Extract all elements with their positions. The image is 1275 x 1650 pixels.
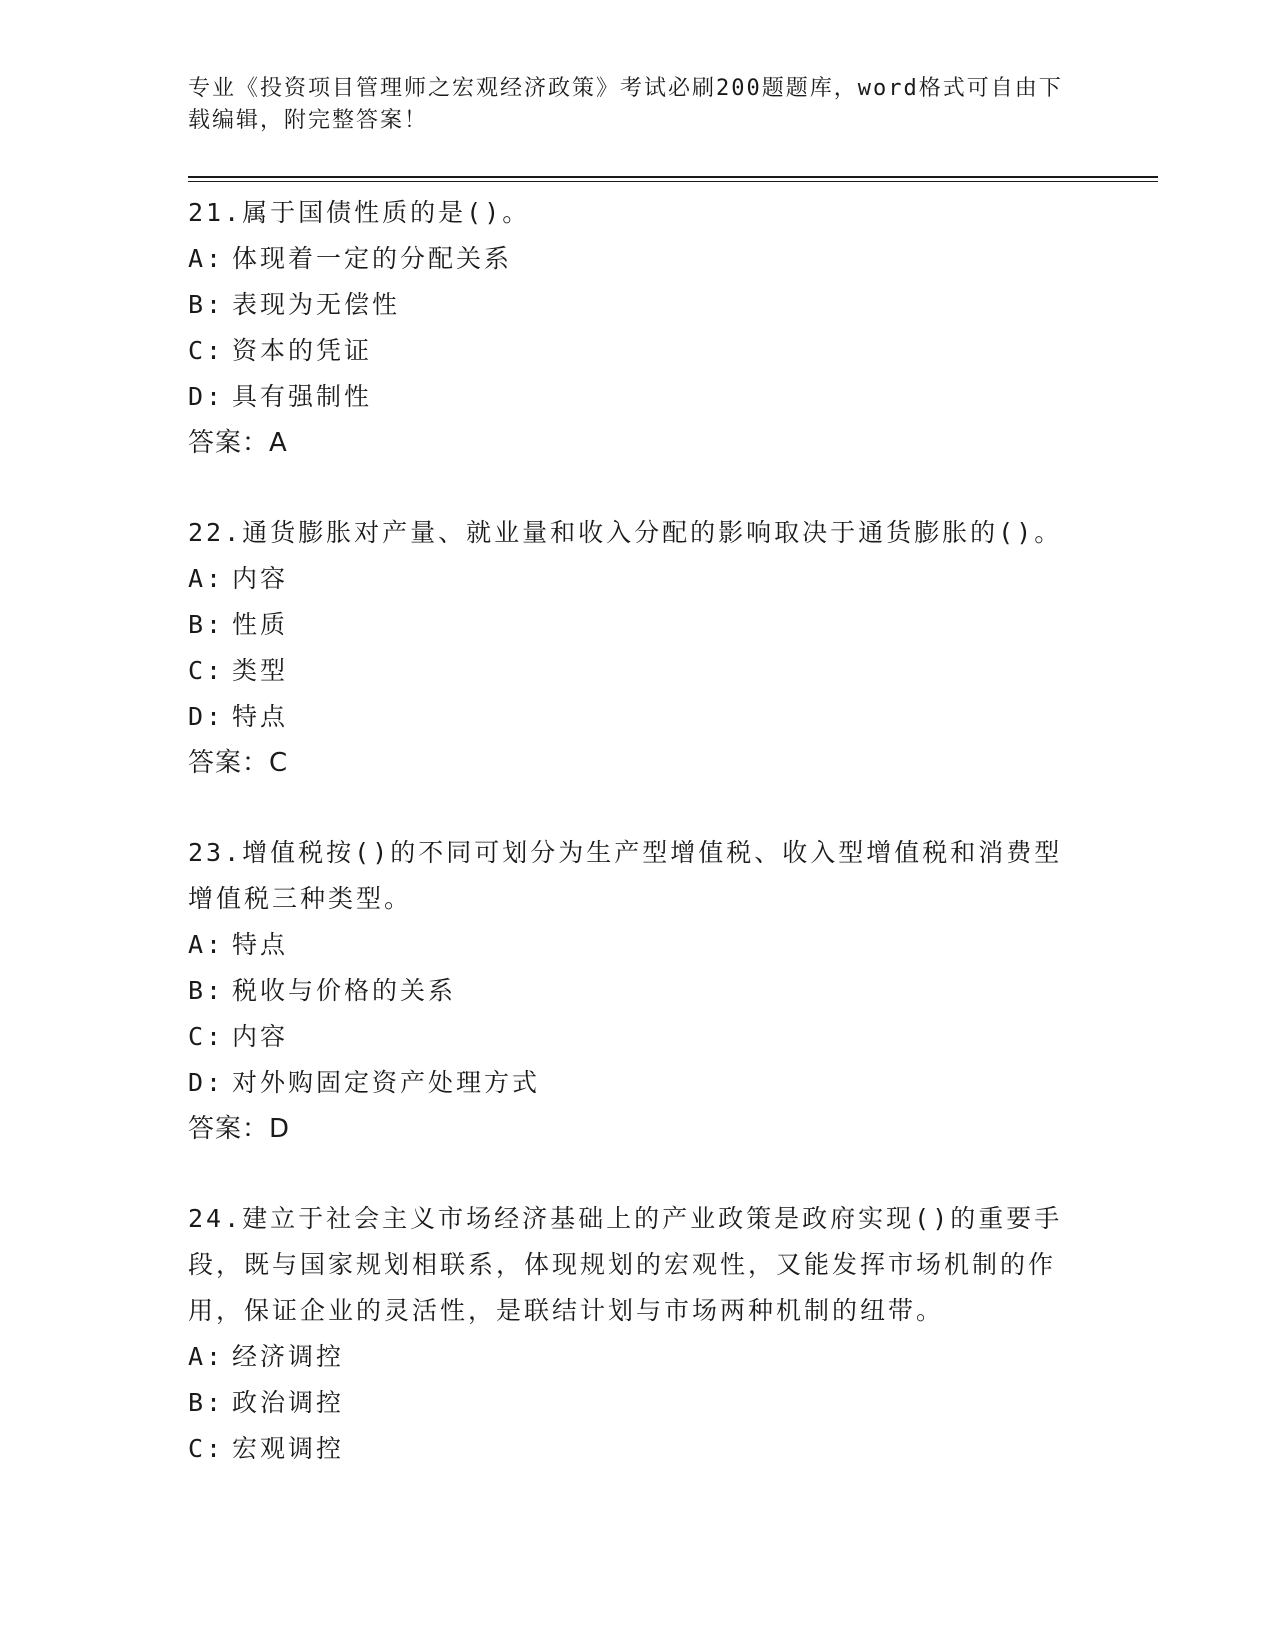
option-b: [188, 968, 1088, 1014]
question-spacer: [188, 786, 1088, 830]
option-text: 宏观调控: [232, 1434, 345, 1463]
question-24: [188, 1196, 1088, 1472]
question-list: [188, 190, 1088, 1472]
question-23: [188, 830, 1088, 1152]
option-letter: C:: [188, 1022, 225, 1051]
option-text: 对外购固定资产处理方式: [232, 1068, 541, 1097]
option-letter: D:: [188, 702, 225, 731]
option-a: [188, 236, 1088, 282]
option-letter: D:: [188, 382, 225, 411]
question-stem: 22.通货膨胀对产量、就业量和收入分配的影响取决于通货膨胀的()。: [188, 518, 1063, 547]
question-22: [188, 510, 1088, 786]
option-text: 具有强制性: [232, 382, 373, 411]
option-d: [188, 374, 1088, 420]
option-d: [188, 694, 1088, 740]
option-letter: A:: [188, 1342, 225, 1371]
option-letter: C:: [188, 656, 225, 685]
option-text: 类型: [232, 656, 289, 685]
option-a: [188, 556, 1088, 602]
option-letter: A:: [188, 564, 225, 593]
answer-line: 答案：C: [188, 748, 289, 778]
option-d: [188, 1060, 1088, 1106]
option-text: 内容: [232, 564, 289, 593]
option-text: 特点: [232, 702, 289, 731]
question-stem: 24.建立于社会主义市场经济基础上的产业政策是政府实现()的重要手段，既与国家规划相联系，体现规划的宏观性，又能发挥市场机制的作用，保证企业的灵活性，是联结计划与市场两种机制的纽带。: [188, 1204, 1063, 1325]
option-letter: B:: [188, 610, 225, 639]
option-b: [188, 1380, 1088, 1426]
option-letter: A:: [188, 244, 225, 273]
option-letter: C:: [188, 336, 225, 365]
option-text: 体现着一定的分配关系: [232, 244, 513, 273]
option-b: [188, 282, 1088, 328]
question-spacer: [188, 1152, 1088, 1196]
question-21: [188, 190, 1088, 466]
option-letter: B:: [188, 290, 225, 319]
option-c: [188, 1426, 1088, 1472]
option-letter: D:: [188, 1068, 225, 1097]
option-c: [188, 1014, 1088, 1060]
option-text: 特点: [232, 930, 289, 959]
header-divider-thin: [188, 181, 1158, 182]
option-text: 资本的凭证: [232, 336, 373, 365]
option-text: 内容: [232, 1022, 289, 1051]
option-text: 政治调控: [232, 1388, 345, 1417]
header-divider-thick: [188, 176, 1158, 178]
option-text: 经济调控: [232, 1342, 345, 1371]
option-text: 性质: [232, 610, 289, 639]
document-intro: 专业《投资项目管理师之宏观经济政策》考试必刷200题题库，word格式可自由下载编辑，附完整答案！: [188, 76, 1063, 133]
question-stem: 23.增值税按()的不同可划分为生产型增值税、收入型增值税和消费型增值税三种类型。: [188, 838, 1063, 913]
option-a: [188, 922, 1088, 968]
answer-line: 答案：D: [188, 1114, 291, 1144]
question-spacer: [188, 466, 1088, 510]
option-letter: A:: [188, 930, 225, 959]
option-b: [188, 602, 1088, 648]
option-letter: B:: [188, 976, 225, 1005]
question-stem: 21.属于国债性质的是()。: [188, 198, 531, 227]
option-c: [188, 648, 1088, 694]
option-c: [188, 328, 1088, 374]
option-letter: C:: [188, 1434, 225, 1463]
option-a: [188, 1334, 1088, 1380]
option-text: 税收与价格的关系: [232, 976, 457, 1005]
option-letter: B:: [188, 1388, 225, 1417]
option-text: 表现为无偿性: [232, 290, 401, 319]
answer-line: 答案：A: [188, 428, 288, 458]
